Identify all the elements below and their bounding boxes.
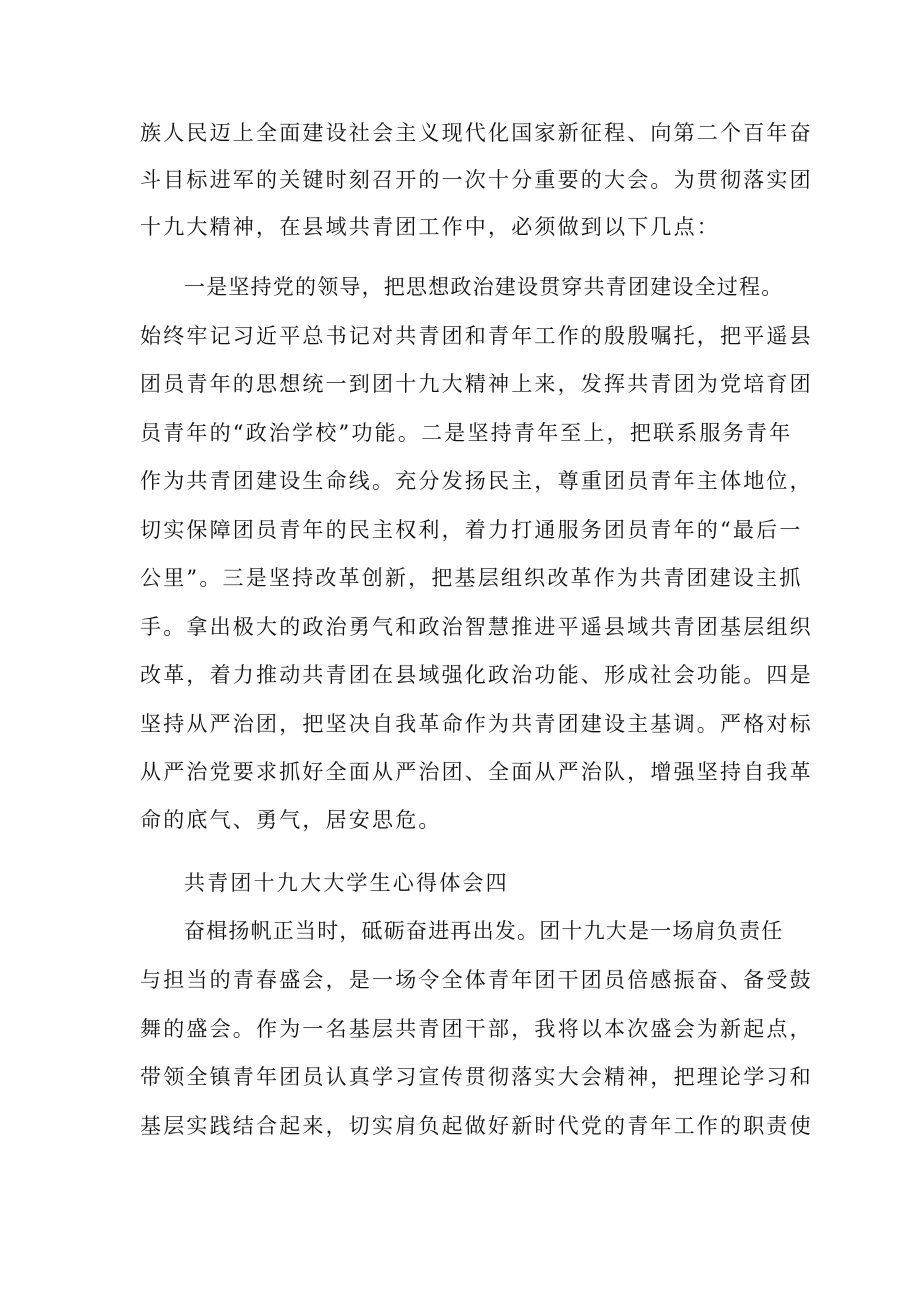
paragraph-line: 员青年的“政治学校”功能。二是坚持青年至上，把联系服务青年 <box>140 421 793 445</box>
section-title: 共青团十九大大学生心得体会四 <box>184 871 509 895</box>
paragraph-line: 一是坚持党的领导，把思想政治建设贯穿共青团建设全过程。 <box>184 275 784 299</box>
paragraph-line: 切实保障团员青年的民主权利，着力打通服务团员青年的“最后一 <box>140 518 803 542</box>
paragraph-line: 十九大精神，在县域共青团工作中，必须做到以下几点： <box>140 215 720 239</box>
paragraph-line: 团员青年的思想统一到团十九大精神上来，发挥共青团为党培育团 <box>140 372 813 396</box>
paragraph-line: 舞的盛会。作为一名基层共青团干部，我将以本次盛会为新起点， <box>140 1017 813 1041</box>
paragraph-line: 族人民迈上全面建设社会主义现代化国家新征程、向第二个百年奋 <box>140 121 813 145</box>
paragraph-line: 基层实践结合起来，切实肩负起做好新时代党的青年工作的职责使 <box>140 1114 813 1138</box>
paragraph-line: 始终牢记习近平总书记对共青团和青年工作的殷殷嘱托，把平遥县 <box>140 324 813 348</box>
paragraph-line: 从严治党要求抓好全面从严治团、全面从严治队，增强坚持自我革 <box>140 760 813 784</box>
paragraph-line: 手。拿出极大的政治勇气和政治智慧推进平遥县域共青团基层组织 <box>140 615 813 639</box>
paragraph-line: 斗目标进军的关键时刻召开的一次十分重要的大会。为贯彻落实团 <box>140 168 813 192</box>
paragraph-line: 坚持从严治团，把坚决自我革命作为共青团建设主基调。严格对标 <box>140 712 813 736</box>
paragraph-line: 与担当的青春盛会，是一场令全体青年团干团员倍感振奋、备受鼓 <box>140 968 813 992</box>
paragraph-line: 作为共青团建设生命线。充分发扬民主，尊重团员青年主体地位， <box>140 469 813 493</box>
paragraph-line: 命的底气、勇气，居安思危。 <box>140 808 442 832</box>
paragraph-line: 奋楫扬帆正当时，砥砺奋进再出发。团十九大是一场肩负责任 <box>184 919 784 943</box>
paragraph-line: 改革，着力推动共青团在县域强化政治功能、形成社会功能。四是 <box>140 663 813 687</box>
paragraph-line: 公里”。三是坚持改革创新，把基层组织改革作为共青团建设主抓 <box>140 566 803 590</box>
paragraph-line: 带领全镇青年团员认真学习宣传贯彻落实大会精神，把理论学习和 <box>140 1065 813 1089</box>
